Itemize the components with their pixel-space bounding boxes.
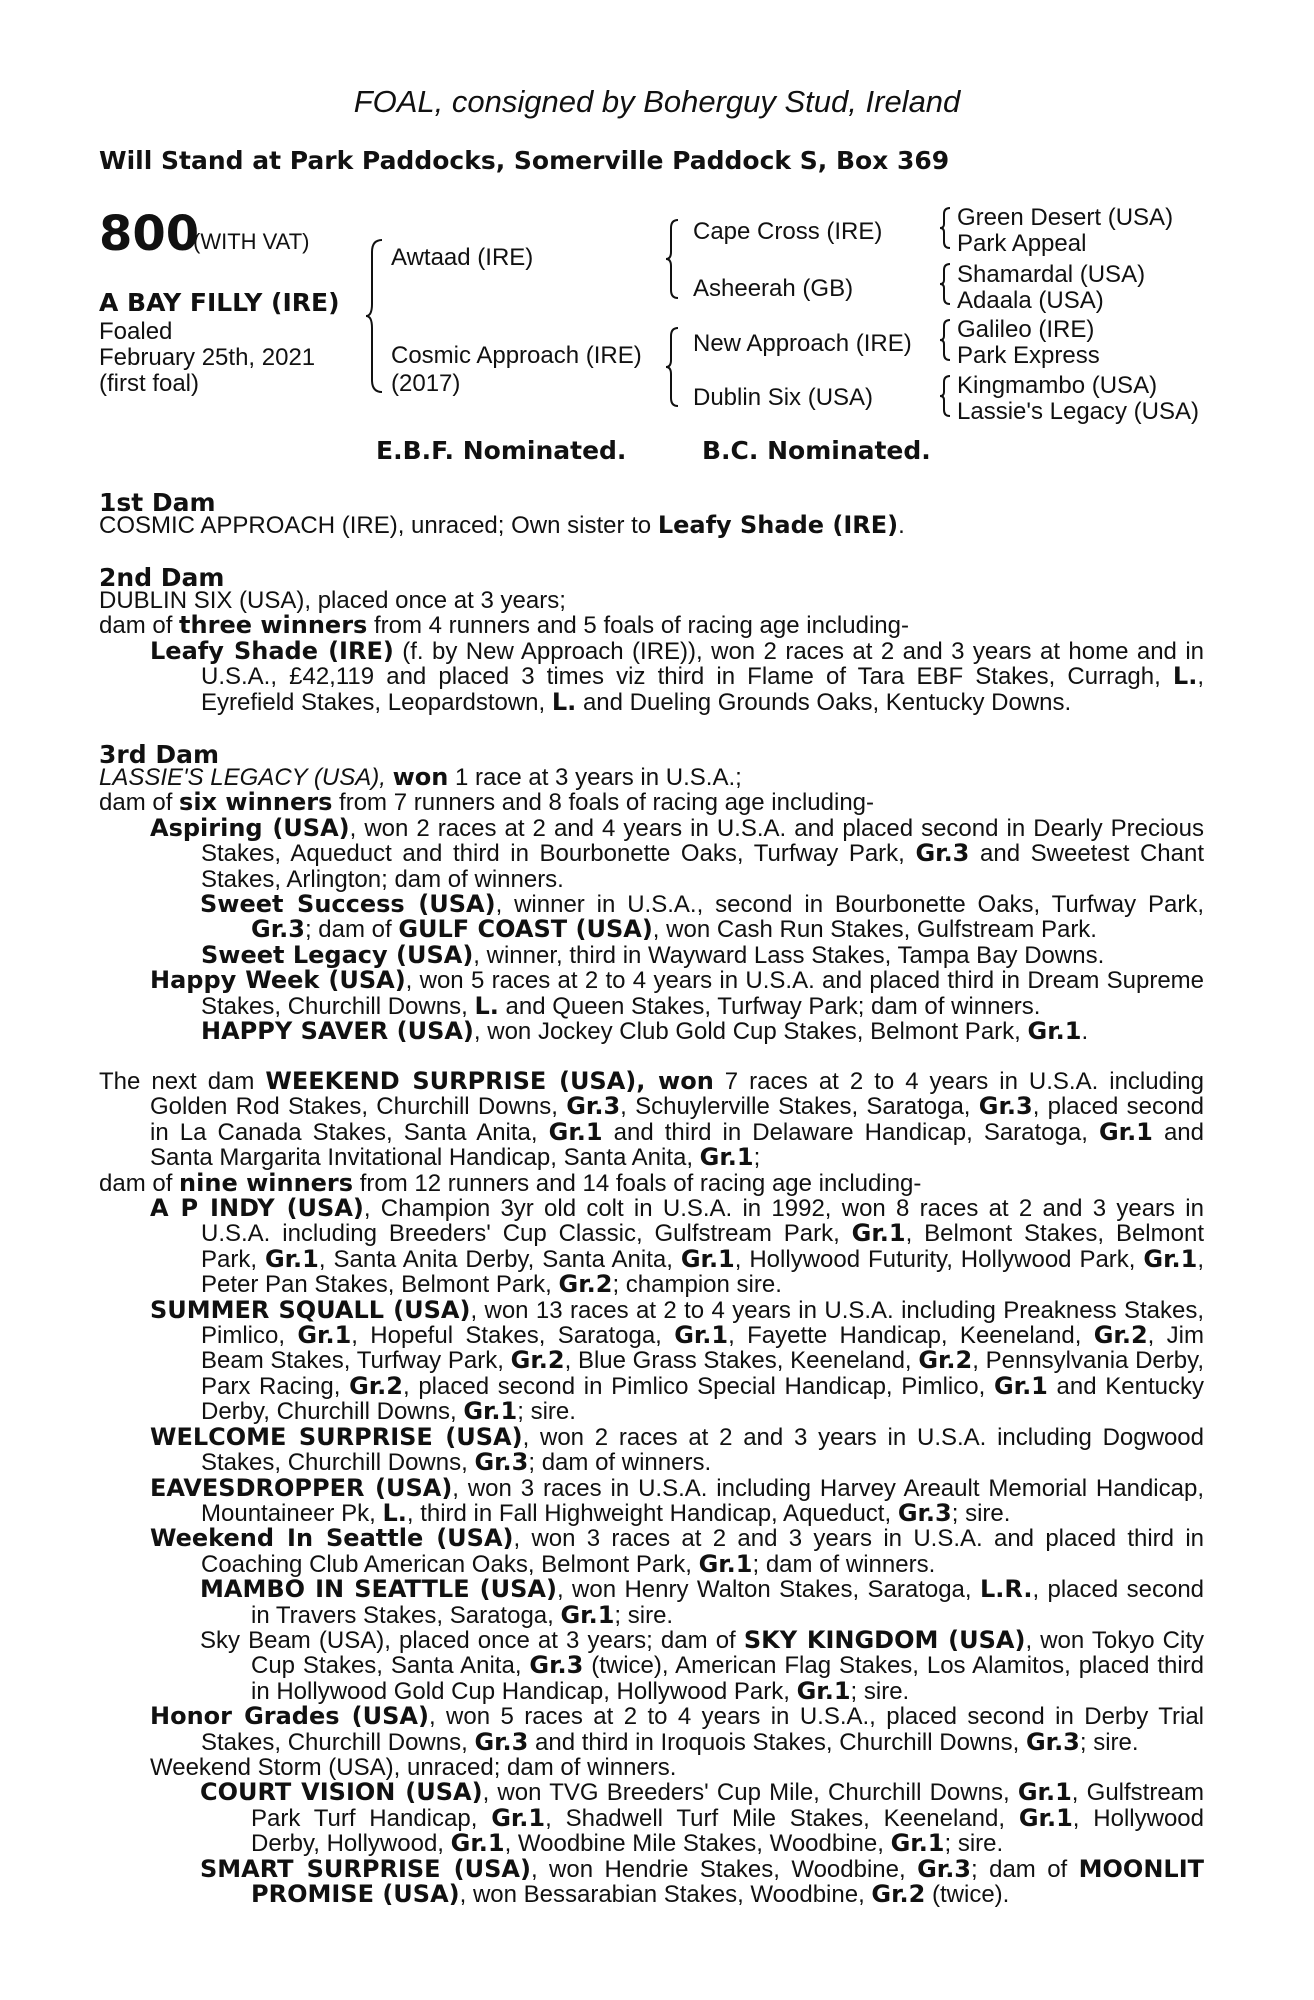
pedigree-brace-main: [364, 238, 384, 394]
ebf-nomination: E.B.F. Nominated.: [376, 436, 627, 465]
page-title: FOAL, consigned by Boherguy Stud, Ireland: [353, 84, 961, 119]
first-dam-text: COSMIC APPROACH (IRE), unraced; Own sister to Leafy Shade (IRE).: [99, 511, 905, 539]
pedigree-dam-dam: Dublin Six (USA): [693, 384, 874, 411]
bc-nomination: B.C. Nominated.: [702, 436, 931, 465]
first-dam-heading: 1st Dam: [99, 488, 216, 517]
pedigree-dam-year: (2017): [391, 370, 461, 397]
pedigree-g3: Shamardal (USA): [957, 261, 1146, 288]
pedigree-brace-g4: [938, 374, 952, 418]
pedigree-g4: Adaala (USA): [957, 287, 1104, 314]
pedigree-dam-sire: New Approach (IRE): [693, 330, 912, 357]
pedigree-brace-sire: [664, 218, 680, 300]
second-dam-heading: 2nd Dam: [99, 563, 225, 592]
pedigree-g8: Lassie's Legacy (USA): [957, 398, 1200, 425]
pedigree-brace-g2: [938, 262, 952, 306]
pedigree-dam: Cosmic Approach (IRE): [391, 342, 642, 369]
pedigree-brace-g3: [938, 318, 952, 362]
vat-note: (WITH VAT): [193, 229, 310, 254]
pedigree-g6: Park Express: [957, 342, 1100, 369]
pedigree-sire-sire: Cape Cross (IRE): [693, 218, 883, 245]
lot-number: 800: [99, 206, 200, 262]
second-dam-text: DUBLIN SIX (USA), placed once at 3 years; dam of three winners from 4 runners and 5 foals of racing age including- Leafy Shade (IRE) (f. by New Approach (IRE)), won 2 races at 2 and 3 years at home and in U.S.A., £42,119 and placed 3 times viz third in Flame of Tara EBF Stakes, Curragh, L., Eyrefield Stakes, Leopardstown, L. and Dueling Grounds Oaks, Kentucky Downs.: [99, 587, 1205, 716]
stand-location: Will Stand at Park Paddocks, Somerville Paddock S, Box 369: [99, 146, 950, 175]
pedigree-sire-dam: Asheerah (GB): [693, 275, 854, 302]
third-dam-text: LASSIE'S LEGACY (USA), won 1 race at 3 years in U.S.A.; dam of six winners from 7 runners and 8 foals of racing age including- Aspiring (USA), won 2 races at 2 and 4 years in U.S.A. and placed second in Dearly Precious Stakes, Aqueduct and third in Bourbonette Oaks, Turfway Park, Gr.3 and Sweetest Chant Stakes, Arlington; dam of winners. Sweet Success (USA), winner in U.S.A., second in Bourbonette Oaks, Turfway Park, Gr.3; dam of GULF COAST (USA), won Cash Run Stakes, Gulfstream Park. Sweet Legacy (USA), winner, third in Wayward Lass Stakes, Tampa Bay Downs. Happy Week (USA), won 5 races at 2 to 4 years in U.S.A. and placed third in Dream Supreme Stakes, Churchill Downs, L. and Queen Stakes, Turfway Park; dam of winners. HAPPY SAVER (USA), won Jockey Club Gold Cup Stakes, Belmont Park, Gr.1.: [99, 763, 1205, 1046]
pedigree-sire: Awtaad (IRE): [391, 244, 534, 271]
pedigree-g7: Kingmambo (USA): [957, 372, 1158, 399]
pedigree-g2: Park Appeal: [957, 230, 1087, 257]
pedigree-g1: Green Desert (USA): [957, 204, 1174, 231]
foaled-date: February 25th, 2021: [99, 344, 316, 371]
next-dam-text: The next dam WEEKEND SURPRISE (USA), won 7 races at 2 to 4 years in U.S.A. including Golden Rod Stakes, Churchill Downs, Gr.3, Schuylerville Stakes, Saratoga, Gr.3, placed second in La Canada Stakes, Santa Anita, Gr.1 and third in Delaware Handicap, Saratoga, Gr.1 and Santa Margarita Invitational Handicap, Santa Anita, Gr.1; dam of nine winners from 12 runners and 14 foals of racing age including- A P INDY (USA), Champion 3yr old colt in U.S.A. in 1992, won 8 races at 2 and 3 years in U.S.A. including Breeders' Cup Classic, Gulfstream Park, Gr.1, Belmont Stakes, Belmont Park, Gr.1, Santa Anita Derby, Santa Anita, Gr.1, Hollywood Futurity, Hollywood Park, Gr.1, Peter Pan Stakes, Belmont Park, Gr.2; champion sire. SUMMER SQUALL (USA), won 13 races at 2 to 4 years in U.S.A. including Preakness Stakes, Pimlico, Gr.1, Hopeful Stakes, Saratoga, Gr.1, Fayette Handicap, Keeneland, Gr.2, Jim Beam Stakes, Turfway Park, Gr.2, Blue Grass Stakes, Keeneland, Gr.2, Pennsylvania Derby, Parx Racing, Gr.2, placed second in Pimlico Special Handicap, Pimlico, Gr.1 and Kentucky Derby, Churchill Downs, Gr.1; sire. WELCOME SURPRISE (USA), won 2 races at 2 and 3 years in U.S.A. including Dogwood Stakes, Churchill Downs, Gr.3; dam of winners. EAVESDROPPER (USA), won 3 races in U.S.A. including Harvey Areault Memorial Handicap, Mountaineer Pk, L., third in Fall Highweight Handicap, Aqueduct, Gr.3; sire. Weekend In Seattle (USA), won 3 races at 2 and 3 years in U.S.A. and placed third in Coaching Club American Oaks, Belmont Park, Gr.1; dam of winners. MAMBO IN SEATTLE (USA), won Henry Walton Stakes, Saratoga, L.R., placed second in Travers Stakes, Saratoga, Gr.1; sire. Sky Beam (USA), placed once at 3 years; dam of SKY KINGDOM (USA), won Tokyo City Cup Stakes, Santa Anita, Gr.3 (twice), American Flag Stakes, Los Alamitos, placed third in Hollywood Gold Cup Handicap, Hollywood Park, Gr.1; sire. Honor Grades (USA), won 5 races at 2 to 4 years in U.S.A., placed second in Derby Trial Stakes, Churchill Downs, Gr.3 and third in Iroquois Stakes, Churchill Downs, Gr.3; sire. Weekend Storm (USA), unraced; dam of winners. COURT VISION (USA), won TVG Breeders' Cup Mile, Churchill Downs, Gr.1, Gulfstream Park Turf Handicap, Gr.1, Shadwell Turf Mile Stakes, Keeneland, Gr.1, Hollywood Derby, Hollywood, Gr.1, Woodbine Mile Stakes, Woodbine, Gr.1; sire. SMART SURPRISE (USA), won Hendrie Stakes, Woodbine, Gr.3; dam of MOONLIT PROMISE (USA), won Bessarabian Stakes, Woodbine, Gr.2 (twice).: [99, 1067, 1205, 1908]
foaled-label: Foaled: [99, 318, 173, 345]
pedigree-g5: Galileo (IRE): [957, 316, 1095, 343]
pedigree-brace-g1: [938, 206, 952, 250]
pedigree-brace-dam: [664, 326, 680, 408]
horse-name: A BAY FILLY (IRE): [99, 288, 340, 317]
foal-note: (first foal): [99, 370, 200, 397]
third-dam-heading: 3rd Dam: [99, 740, 219, 769]
